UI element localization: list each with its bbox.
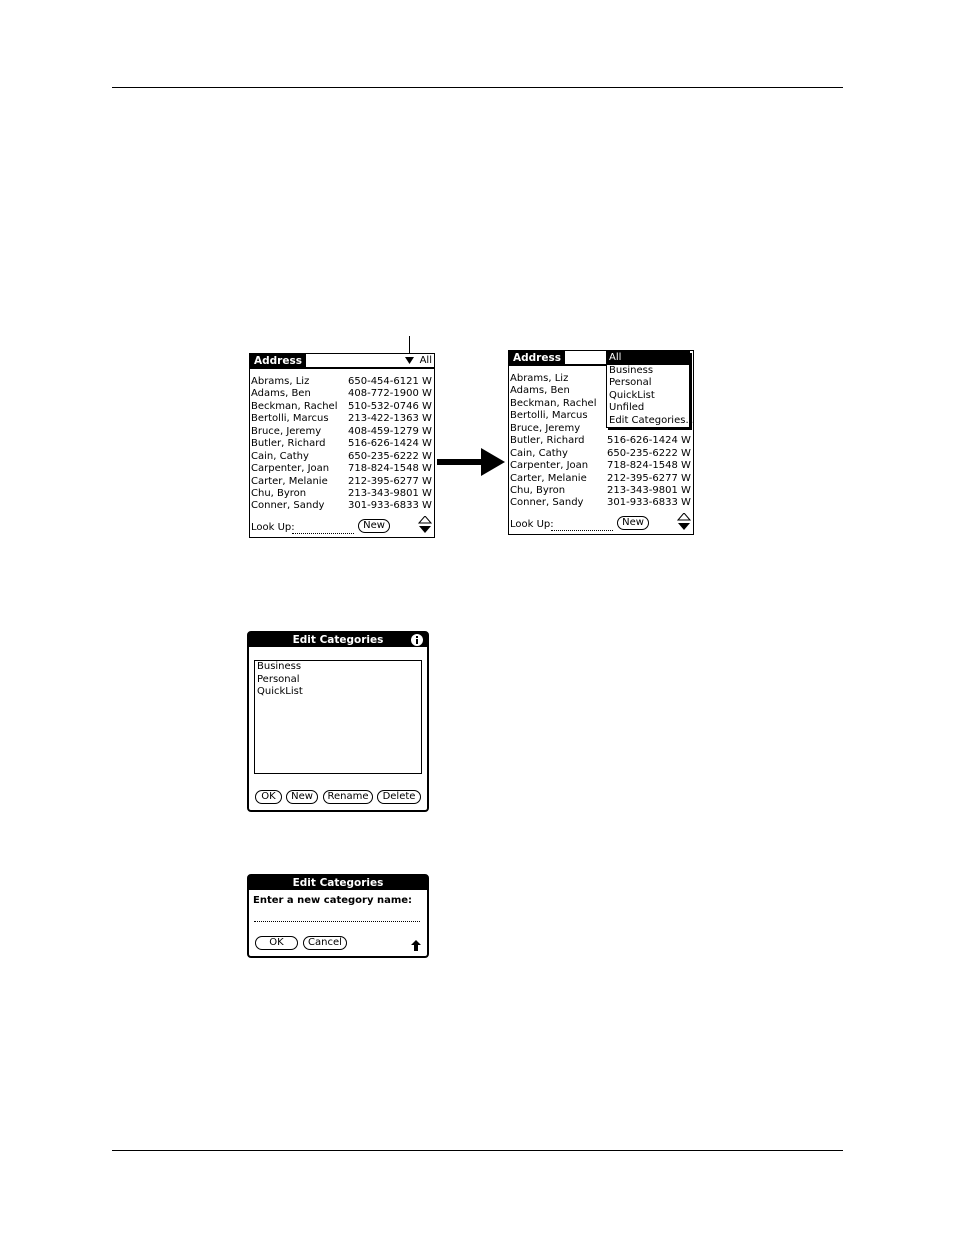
footer-rule xyxy=(112,1150,843,1151)
contact-phone: 212-395-6277 W xyxy=(607,472,691,484)
contact-name: Beckman, Rachel xyxy=(251,400,338,412)
contact-name: Cain, Cathy xyxy=(510,447,568,459)
contact-name: Chu, Byron xyxy=(510,484,566,496)
new-button[interactable]: New xyxy=(358,519,390,533)
dialog-title: Edit Categories xyxy=(249,876,427,890)
contact-phone: 212-395-6277 W xyxy=(348,475,432,487)
category-menu xyxy=(606,351,695,428)
contact-name: Cain, Cathy xyxy=(251,450,309,462)
contact-phone: 718-824-1548 W xyxy=(607,460,691,472)
contact-phone: 213-343-9801 W xyxy=(348,487,432,499)
ok-button[interactable]: OK xyxy=(255,936,298,950)
category-menu-item[interactable]: All xyxy=(607,352,689,365)
info-icon[interactable] xyxy=(411,634,423,646)
contact-name: Conner, Sandy xyxy=(510,497,584,509)
contact-phone: 510-532-0746 W xyxy=(348,400,432,412)
rename-button[interactable]: Rename xyxy=(323,790,373,804)
contact-phone: 408-459-1279 W xyxy=(348,425,432,437)
dialog-title: Edit Categories xyxy=(249,633,427,647)
contact-name: Abrams, Liz xyxy=(251,376,310,387)
app-title: Address xyxy=(509,351,565,365)
contact-phone: 301-933-6833 W xyxy=(607,497,691,509)
category-menu-item[interactable]: QuickList xyxy=(609,389,655,401)
contact-name: Conner, Sandy xyxy=(251,500,325,512)
category-label: All xyxy=(419,355,432,366)
category-menu-item[interactable]: Business xyxy=(609,364,654,376)
cancel-button[interactable]: Cancel xyxy=(303,936,347,950)
new-category-dialog xyxy=(247,874,429,958)
lookup-input[interactable] xyxy=(292,533,354,534)
contact-name: Carter, Melanie xyxy=(251,475,328,487)
header-rule xyxy=(112,87,843,88)
contact-name: Carpenter, Joan xyxy=(251,463,330,475)
lookup-input[interactable] xyxy=(551,530,613,531)
right-arrow-icon xyxy=(437,448,505,476)
ok-button[interactable]: OK xyxy=(255,790,282,804)
contact-phone: 301-933-6833 W xyxy=(348,500,432,512)
contact-name: Adams, Ben xyxy=(251,388,311,400)
contact-name: Chu, Byron xyxy=(251,487,307,499)
scroll-arrows-icon[interactable] xyxy=(418,516,432,534)
contact-name: Adams, Ben xyxy=(510,385,570,397)
new-category-prompt: Enter a new category name: xyxy=(253,895,413,906)
contact-name: Abrams, Liz xyxy=(510,373,569,384)
contact-name: Carpenter, Joan xyxy=(510,460,589,472)
contact-phone: 516-626-1424 W xyxy=(607,435,691,447)
lookup-label: Look Up: xyxy=(510,519,554,530)
category-picker[interactable] xyxy=(405,355,432,367)
category-menu-item[interactable]: Edit Categories... xyxy=(609,414,695,426)
contact-phone: 408-772-1900 W xyxy=(348,388,432,400)
category-name-input[interactable] xyxy=(254,921,420,922)
contact-phone: 213-343-9801 W xyxy=(607,484,691,496)
new-button[interactable]: New xyxy=(286,790,318,804)
edit-categories-dialog xyxy=(247,631,429,812)
lookup-label: Look Up: xyxy=(251,522,295,533)
title-underline xyxy=(509,364,609,366)
contact-phone: 213-422-1363 W xyxy=(348,413,432,425)
category-list[interactable] xyxy=(254,660,422,774)
contact-phone: 650-454-6121 W xyxy=(348,376,432,387)
address-list-menu-screen xyxy=(508,350,694,535)
category-menu-item[interactable]: Unfiled xyxy=(609,402,645,413)
contact-name: Bruce, Jeremy xyxy=(510,422,581,434)
category-list-item[interactable]: Business xyxy=(257,661,302,672)
category-menu-item[interactable]: Personal xyxy=(609,377,652,388)
contact-name: Beckman, Rachel xyxy=(510,397,597,409)
scroll-arrows-icon[interactable] xyxy=(677,513,691,531)
contact-name: Butler, Richard xyxy=(251,438,326,450)
contact-phone: 516-626-1424 W xyxy=(348,438,432,450)
title-underline xyxy=(250,367,434,369)
category-list-item[interactable]: Personal xyxy=(257,673,300,685)
contact-name: Bruce, Jeremy xyxy=(251,425,322,437)
new-button[interactable]: New xyxy=(617,516,649,530)
contact-phone: 650-235-6222 W xyxy=(607,447,691,459)
contact-name: Carter, Melanie xyxy=(510,472,587,484)
contact-name: Bertolli, Marcus xyxy=(251,413,329,425)
delete-button[interactable]: Delete xyxy=(377,790,421,804)
contact-name: Bertolli, Marcus xyxy=(510,410,588,422)
contact-name: Butler, Richard xyxy=(510,435,585,447)
triangle-down-icon xyxy=(405,357,414,364)
address-list-screen xyxy=(249,353,435,538)
app-title: Address xyxy=(250,354,306,368)
contact-phone: 650-235-6222 W xyxy=(348,450,432,462)
contact-phone: 718-824-1548 W xyxy=(348,463,432,475)
category-list-item[interactable]: QuickList xyxy=(257,686,303,697)
shift-up-arrow-icon[interactable] xyxy=(411,940,421,951)
